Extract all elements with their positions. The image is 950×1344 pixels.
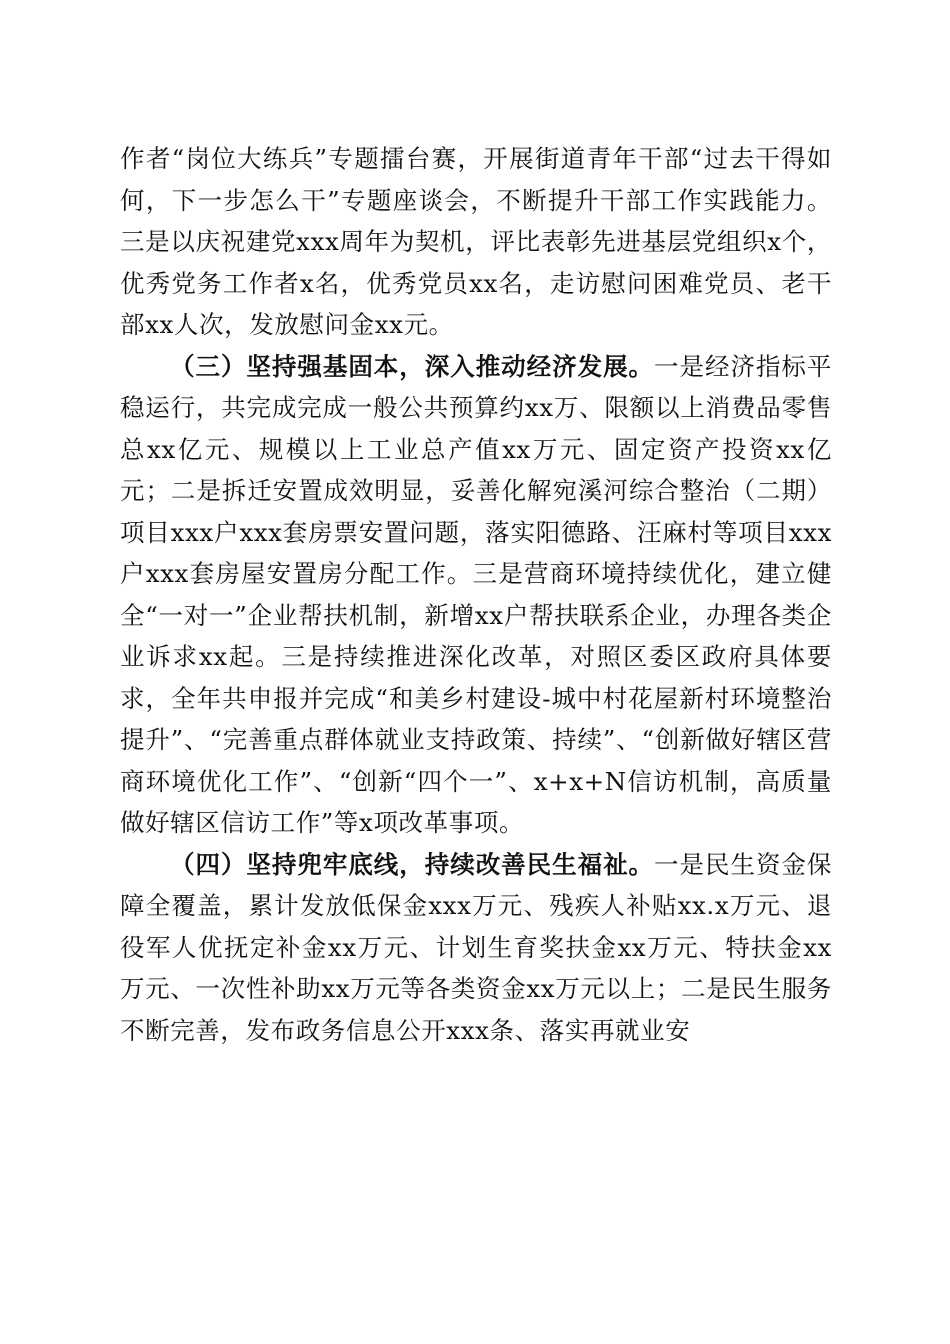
section-heading-livelihood: （四）坚持兜牢底线，持续改善民生福祉。 <box>170 849 655 879</box>
section-heading-economy: （三）坚持强基固本，深入推动经济发展。 <box>170 351 655 381</box>
paragraph-economy <box>120 346 832 844</box>
paragraph-livelihood <box>120 844 832 1052</box>
paragraph-body: 一是民生资金保障全覆盖，累计发放低保金xxx万元、残疾人补贴xx.x万元、退役军人优抚定补金xx万元、计划生育奖扶金xx万元、特扶金xx万元、一次性补助xx万元等各类资金xx万元以上；二是民生服务不断完善，发布政务信息公开xxx条、落实再就业安 <box>120 849 833 1045</box>
paragraph-body: 作者“岗位大练兵”专题擂台赛，开展街道青年干部“过去干得如何，下一步怎么干”专题座谈会，不断提升干部工作实践能力。三是以庆祝建党xxx周年为契机，评比表彰先进基层党组织x个，优秀党务工作者x名，优秀党员xx名，走访慰问困难党员、老干部xx人次，发放慰问金xx元。 <box>120 144 832 339</box>
document-page <box>120 138 832 1051</box>
paragraph-continuation <box>120 138 832 346</box>
paragraph-body: 一是经济指标平稳运行，共完成完成一般公共预算约xx万、限额以上消费品零售总xx亿元、规模以上工业总产值xx万元、固定资产投资xx亿元；二是拆迁安置成效明显，妥善化解宛溪河综合整治（二期）项目xxx户xxx套房票安置问题，落实阳德路、汪麻村等项目xxx户xxx套房屋安置房分配工作。三是营商环境持续优化，建立健全“一对一”企业帮扶机制，新增xx户帮扶联系企业，办理各类企业诉求xx起。三是持续推进深化改革，对照区委区政府具体要求，全年共申报并完成“和美乡村建设-城中村花屋新村环境整治提升”、“完善重点群体就业支持政策、持续”、“创新做好辖区营商环境优化工作”、“创新“四个一”、x+x+N信访机制，高质量做好辖区信访工作”等x项改革事项。 <box>120 351 833 837</box>
